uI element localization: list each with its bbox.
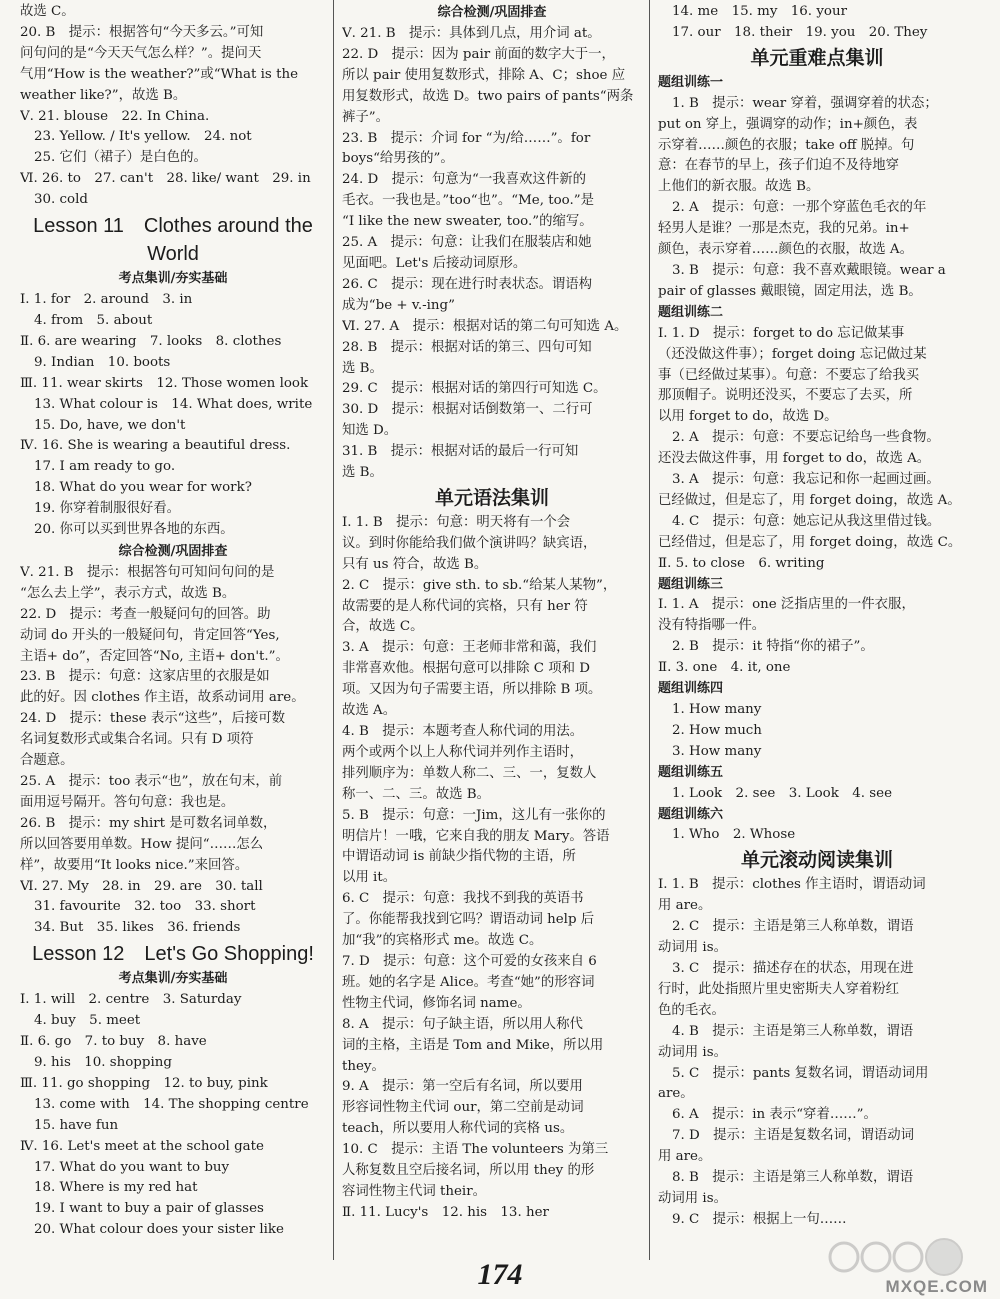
answer-line: Ⅴ. 21. B 提示：具体到几点，用介词 at。	[342, 26, 601, 41]
answer-line: 17. our 18. their 19. you 20. They	[672, 24, 928, 40]
answer-line: 19. I want to buy a pair of glasses	[34, 1201, 264, 1217]
answer-line: 3. A 提示：句意：我忘记和你一起画过画。	[672, 472, 940, 488]
answer-line: are。	[658, 1086, 694, 1102]
answer-line: 14. me 15. my 16. your	[672, 4, 847, 19]
answer-line: 合，故选 C。	[342, 619, 424, 635]
answer-line: 所以回答要用单数。How 提问“……怎么	[20, 836, 264, 852]
answer-line: 20. 你可以买到世界各地的东西。	[34, 522, 234, 538]
answer-line: 中谓语动词 is 前缺少指代物的主语，所	[342, 849, 576, 865]
answer-line: 成为“be + v.-ing”	[342, 297, 455, 313]
answer-line: 班。她的名字是 Alice。考查“她”的形容词	[342, 974, 595, 990]
answer-line: 31. favourite 32. too 33. short	[34, 899, 256, 915]
answer-line: 23. B 提示：介词 for “为/给……”。for	[342, 130, 591, 146]
answer-line: Ⅵ. 27. A 提示：根据对话的第二句可知选 A。	[342, 318, 628, 334]
answer-line: 3. A 提示：句意：王老师非常和蔼，我们	[342, 640, 597, 656]
answer-line: Ⅱ. 11. Lucy's 12. his 13. her	[342, 1204, 549, 1220]
lesson-heading: World	[147, 243, 199, 266]
answer-line: 意：在春节的早上，孩子们迫不及待地穿	[658, 158, 900, 174]
answer-line: 9. C 提示：根据上一句……	[672, 1211, 847, 1227]
answer-line: 合题意。	[20, 753, 74, 769]
answer-line: （还没做这件事）；forget doing 忘记做过某	[658, 346, 927, 362]
answer-line: 只有 us 符合，故选 B。	[342, 556, 488, 572]
answer-line: 7. D 提示：句意：这个可爱的女孩来自 6	[342, 953, 597, 969]
section-heading: 考点集训/夯实基础	[118, 971, 228, 987]
answer-line: 8. A 提示：句子缺主语，所以用人称代	[342, 1016, 583, 1032]
answer-line: 25. A 提示：句意：让我们在服装店和她	[342, 235, 592, 251]
answer-line: 1. How many	[672, 702, 762, 717]
answer-line: 10. C 提示：主语 The volunteers 为第三	[342, 1142, 609, 1158]
answer-line: boys“给男孩的”。	[342, 151, 454, 167]
lesson-heading: Lesson 12 Let's Go Shopping!	[32, 943, 314, 966]
answer-line: Ⅰ. 1. B 提示：clothes 作主语时，谓语动词	[658, 877, 926, 893]
column-divider	[649, 0, 650, 1260]
answer-line: 排列顺序为：单数人称二、三、一，复数人	[342, 765, 597, 781]
answer-line: 1. Look 2. see 3. Look 4. see	[672, 785, 893, 801]
answer-line: Ⅰ. 1. will 2. centre 3. Saturday	[20, 992, 242, 1008]
section-heading: 综合检测/巩固排查	[118, 543, 228, 559]
answer-line: Ⅱ. 6. are wearing 7. looks 8. clothes	[20, 333, 282, 349]
page-number: 174	[477, 1258, 523, 1291]
answer-line: 9. A 提示：第一空后有名词，所以要用	[342, 1079, 583, 1095]
answer-line: 动词用 is。	[658, 1044, 727, 1060]
answer-line: Ⅴ. 21. B 提示：根据答句可知问句问的是	[20, 564, 275, 580]
answer-line: they。	[342, 1058, 385, 1074]
answer-line: 2. How much	[672, 722, 762, 738]
answer-line: Ⅳ. 16. Let's meet at the school gate	[20, 1138, 264, 1154]
answer-line: 那顶帽子。说明还没买，不要忘了去买，所	[658, 388, 913, 404]
answer-line: 9. Indian 10. boots	[34, 354, 171, 370]
answer-line: 故选 C。	[20, 4, 75, 19]
answer-line: 13. What colour is 14. What does, write	[34, 396, 313, 412]
answer-line: Ⅰ. 1. for 2. around 3. in	[20, 292, 193, 308]
answer-line: 性物主代词，修饰名词 name。	[342, 995, 531, 1011]
answer-line: Ⅰ. 1. D 提示：forget to do 忘记做某事	[658, 325, 905, 341]
answer-line: 用 are。	[658, 1149, 712, 1165]
answer-line: 毛衣。一我也是。”too“也”。“Me, too.”是	[342, 193, 595, 209]
answer-line: 称一、二、三。故选 B。	[342, 786, 491, 802]
answer-line: 3. C 提示：描述存在的状态，用现在进	[672, 960, 914, 976]
column-middle	[342, 2, 642, 1257]
answer-line: 面用逗号隔开。答句句意：我也是。	[20, 794, 235, 810]
answer-line: 此的好。因 clothes 作主语，故系动词用 are。	[20, 690, 305, 706]
answer-line: 动词用 is。	[658, 940, 727, 956]
answer-line: 20. What colour does your sister like	[34, 1222, 284, 1238]
answer-line: 30. cold	[34, 192, 88, 208]
answer-line: 17. I am ready to go.	[34, 459, 176, 475]
answer-line: 动词用 is。	[658, 1190, 727, 1206]
answer-line: 6. C 提示：句意：我找不到我的英语书	[342, 891, 584, 907]
answer-line: 示穿着……颜色的衣服；take off 脱掉。句	[658, 137, 915, 153]
answer-line: “I like the new sweater, too.”的缩写。	[342, 214, 593, 230]
answer-line: 知选 D。	[342, 423, 398, 439]
answer-line: 上他们的新衣服。故选 B。	[658, 179, 820, 195]
answer-line: 4. B 提示：本题考查人称代词的用法。	[342, 724, 584, 739]
answer-line: 色的毛衣。	[658, 1002, 725, 1018]
answer-line: 15. have fun	[34, 1117, 119, 1133]
answer-line: 选 B。	[342, 360, 383, 376]
answer-line: 2. C 提示：give sth. to sb.“给某人某物”，	[342, 577, 617, 593]
group-heading: 题组训练四	[658, 681, 724, 697]
answer-line: 25. 它们（裙子）是白色的。	[34, 150, 207, 166]
watermark-text: MXQE.COM	[885, 1277, 988, 1296]
answer-line: 1. B 提示：wear 穿着，强调穿着的状态；	[672, 95, 938, 111]
answer-line: Ⅱ. 6. go 7. to buy 8. have	[20, 1034, 207, 1050]
answer-line: 18. Where is my red hat	[34, 1180, 198, 1196]
answer-line: 动词 do 开头的一般疑问句，肯定回答“Yes,	[20, 627, 280, 643]
answer-line: Ⅰ. 1. B 提示：句意：明天将有一个会	[342, 514, 571, 530]
answer-line: 形容词性物主代词 our，第二空前是动词	[342, 1100, 584, 1116]
answer-line: 选 B。	[342, 465, 383, 481]
answer-line: 23. B 提示：句意：这家店里的衣服是如	[20, 669, 270, 685]
answer-line: 1. Who 2. Whose	[672, 827, 796, 843]
answer-line: 词的主格，主语是 Tom and Mike，所以用	[342, 1037, 604, 1053]
answer-line: 样”，故要用“It looks nice.”来回答。	[20, 857, 249, 873]
column-right	[658, 2, 976, 1257]
answer-line: 以用 it。	[342, 870, 397, 886]
group-heading: 题组训练二	[658, 304, 724, 320]
answer-line: 议。到时你能给我们做个演讲吗？缺宾语，	[342, 535, 597, 551]
answer-line: 名词复数形式或集合名词。只有 D 项符	[20, 732, 254, 748]
answer-line: 22. D 提示：因为 pair 前面的数字大于一，	[342, 46, 615, 62]
answer-line: 还没去做这件事，用 forget to do，故选 A。	[658, 451, 931, 467]
answer-line: 已经借过，但是忘了，用 forget doing，故选 C。	[658, 534, 962, 550]
answer-line: 5. B 提示：句意：一Jim，这儿有一张你的	[342, 807, 606, 823]
answer-line: 6. A 提示：in 表示“穿着……”。	[672, 1107, 877, 1123]
answer-line: 明信片！一哦，它来自我的朋友 Mary。答语	[342, 828, 610, 844]
answer-line: 7. D 提示：主语是复数名词，谓语动词	[672, 1128, 915, 1144]
answer-line: 17. What do you want to buy	[34, 1159, 230, 1175]
section-heading: 考点集训/夯实基础	[118, 271, 228, 287]
answer-line: put on 穿上，强调穿的动作；in+颜色，表	[658, 116, 918, 132]
unit-heading: 单元滚动阅读集训	[740, 849, 893, 872]
answer-line: 5. C 提示：pants 复数名词，谓语动词用	[672, 1065, 929, 1081]
answer-line: 19. 你穿着制服很好看。	[34, 501, 181, 517]
answer-line: 项。又因为句子需要主语，所以排除 B 项。	[342, 682, 602, 698]
answer-line: 30. D 提示：根据对话倒数第一、二行可	[342, 402, 593, 418]
answer-line: 事（已经做过某事）。句意：不要忘了给我买	[658, 367, 920, 383]
answer-line: 3. B 提示：句意：我不喜欢戴眼镜。wear a	[672, 262, 946, 278]
answer-line: Ⅵ. 27. My 28. in 29. are 30. tall	[20, 878, 263, 894]
answer-line: 4. buy 5. meet	[34, 1013, 141, 1029]
answer-line: pair of glasses 戴眼镜，固定用法，选 B。	[658, 283, 922, 299]
answer-line: 24. D 提示：句意为“一我喜欢这件新的	[342, 172, 586, 188]
answer-line: 26. B 提示：my shirt 是可数名词单数，	[20, 815, 277, 831]
answer-line: 34. But 35. likes 36. friends	[34, 920, 241, 936]
answer-line: 2. A 提示：句意：一那个穿蓝色毛衣的年	[672, 200, 927, 216]
answer-line: 18. What do you wear for work?	[34, 480, 252, 496]
answer-line: “怎么去上学”，表示方式，故选 B。	[20, 585, 236, 601]
unit-heading: 单元重难点集训	[750, 46, 884, 69]
lesson-heading: Lesson 11 Clothes around the	[33, 215, 313, 238]
answer-line: 气用“How is the weather?”或“What is the	[20, 66, 298, 82]
answer-line: 非常喜欢他。根据句意可以排除 C 项和 D	[342, 661, 590, 677]
answer-line: 31. B 提示：根据对话的最后一行可知	[342, 444, 579, 460]
answer-line: teach，所以要用人称代词的宾格 us。	[342, 1121, 574, 1137]
answer-line: 已经做过，但是忘了，用 forget doing，故选 A。	[658, 492, 961, 508]
answer-line: 颜色，表示穿着……颜色的衣服，故选 A。	[658, 242, 913, 258]
group-heading: 题组训练六	[658, 806, 724, 822]
group-heading: 题组训练一	[658, 74, 724, 90]
answer-line: 25. A 提示：too 表示“也”，放在句末，前	[20, 774, 283, 789]
answer-line: weather like?”，故选 B。	[20, 87, 187, 103]
answer-line: 4. C 提示：句意：她忘记从我这里借过钱。	[672, 513, 941, 529]
answer-line: 加“我”的宾格形式 me。故选 C。	[342, 933, 543, 949]
answer-line: Ⅲ. 11. go shopping 12. to buy, pink	[20, 1075, 268, 1091]
answer-line: 28. B 提示：根据对话的第三、四句可知	[342, 339, 592, 355]
answer-line: 9. his 10. shopping	[34, 1054, 172, 1070]
answer-line: 人称复数且空后接名词，所以用 they 的形	[342, 1163, 595, 1179]
unit-heading: 单元语法集训	[434, 486, 549, 509]
answer-line: 没有特指哪一件。	[658, 618, 766, 634]
answer-line: 2. C 提示：主语是第三人称单数，谓语	[672, 919, 914, 935]
answer-line: 2. A 提示：句意：不要忘记给鸟一些食物。	[672, 430, 940, 446]
answer-line: 故需要的是人称代词的宾格，只有 her 符	[342, 598, 588, 614]
column-divider	[333, 0, 334, 1260]
answer-line: Ⅰ. 1. A 提示：one 泛指店里的一件衣服，	[658, 597, 915, 613]
group-heading: 题组训练五	[658, 764, 724, 780]
answer-line: Ⅱ. 3. one 4. it, one	[658, 660, 791, 676]
answer-line: 20. B 提示：根据答句“今天多云。”可知	[20, 24, 264, 40]
answer-line: 轻男人是谁？一那是杰克，我的兄弟。in+	[658, 221, 910, 237]
answer-line: 故选 A。	[342, 703, 397, 719]
answer-line: 两个或两个以上人称代词并列作主语时，	[342, 744, 584, 760]
answer-line: 主语+ do”，否定回答“No, 主语+ don't.”。	[20, 648, 289, 664]
answer-line: 了。你能帮我找到它吗？谓语动词 help 后	[342, 912, 595, 928]
answer-line: 15. Do, have, we don't	[34, 417, 186, 433]
answer-line: 裤子”。	[342, 109, 390, 125]
answer-line: 问句问的是“今天天气怎么样？”。提问天	[20, 45, 262, 61]
answer-line: 13. come with 14. The shopping centre	[34, 1096, 309, 1112]
answer-line: 2. B 提示：it 特指“你的裙子”。	[672, 639, 874, 655]
answer-line: 23. Yellow. / It's yellow. 24. not	[34, 129, 252, 145]
answer-line: Ⅳ. 16. She is wearing a beautiful dress.	[20, 438, 291, 454]
answer-line: 容词性物主代词 their。	[342, 1183, 486, 1199]
answer-line: 29. C 提示：根据对话的第四行可知选 C。	[342, 381, 607, 397]
answer-line: 3. How many	[672, 743, 762, 759]
answer-line: Ⅵ. 26. to 27. can't 28. like/ want 29. in	[20, 171, 311, 187]
answer-line: Ⅲ. 11. wear skirts 12. Those women look	[20, 375, 309, 391]
answer-line: Ⅱ. 5. to close 6. writing	[658, 555, 825, 571]
answer-line: 4. from 5. about	[34, 312, 153, 328]
answer-line: 以用 forget to do，故选 D。	[658, 409, 838, 425]
answer-line: 4. B 提示：主语是第三人称单数，谓语	[672, 1023, 914, 1039]
answer-line: 22. D 提示：考查一般疑问句的回答。助	[20, 606, 271, 622]
group-heading: 题组训练三	[658, 576, 724, 592]
answer-line: 8. B 提示：主语是第三人称单数，谓语	[672, 1170, 914, 1186]
answer-line: Ⅴ. 21. blouse 22. In China.	[20, 108, 210, 124]
answer-line: 见面吧。Let's 后接动词原形。	[342, 255, 527, 271]
answer-line: 26. C 提示：现在进行时表状态。谓语构	[342, 276, 593, 292]
answer-line: 行时，此处指照片里史密斯夫人穿着粉红	[658, 981, 900, 997]
column-left	[20, 2, 326, 1257]
answer-line: 所以 pair 使用复数形式，排除 A、C；shoe 应	[342, 67, 626, 83]
answer-line: 用复数形式，故选 D。two pairs of pants“两条	[342, 88, 634, 104]
section-heading: 综合检测/巩固排查	[437, 5, 547, 20]
answer-line: 24. D 提示：these 表示“这些”，后接可数	[20, 711, 286, 727]
answer-line: 用 are。	[658, 898, 712, 914]
